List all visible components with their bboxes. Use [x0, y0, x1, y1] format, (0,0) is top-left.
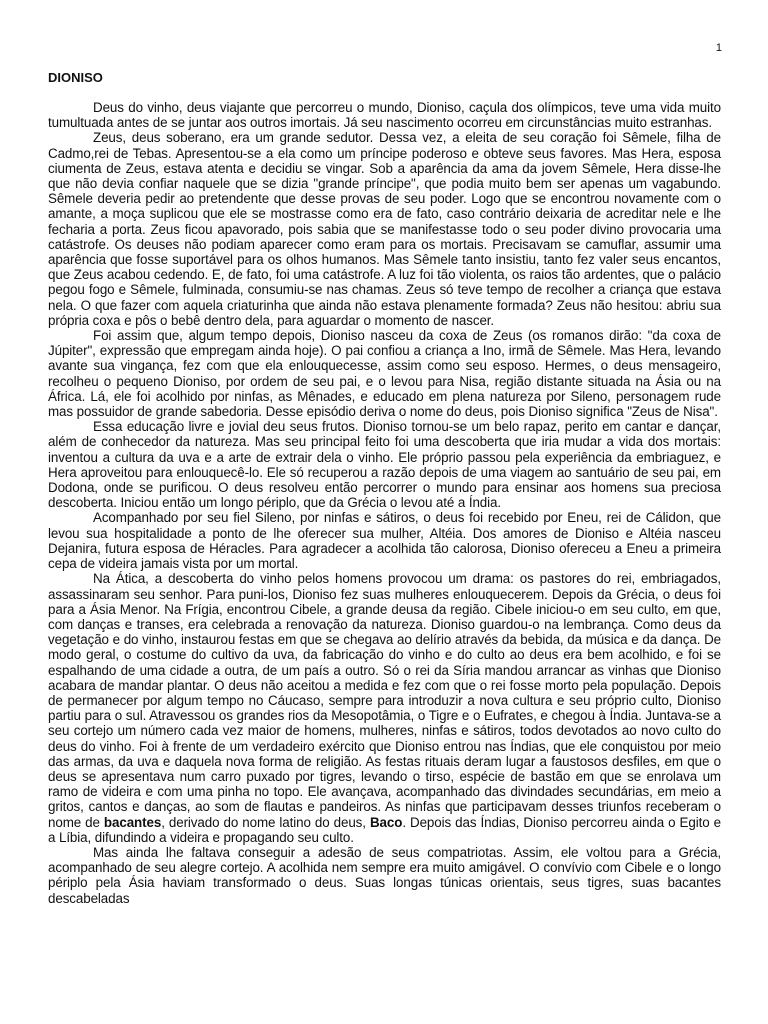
paragraph-education: Essa educação livre e jovial deu seus frutos. Dioniso tornou-se um belo rapaz, perito em cantar e dançar, além de conhecedor da natureza. Mas seu principal feito foi uma descoberta que iria mudar a vida dos mortais: inventou a cultura da uva e a arte de extrair dela o vinho. Ele próprio passou pela experiência da embriaguez, e Hera aproveitou para enlouquecê-lo. Ele só recuperou a razão depois de uma viagem ao santuário de seu pai, em Dodona, onde se purificou. O deus resolveu então percorrer o mundo para ensinar aos homens sua preciosa descoberta. Iniciou então um longo périplo, que da Grécia o levou até a Índia.: [48, 419, 721, 511]
document-title: DIONISO: [48, 70, 103, 85]
paragraph-birth: Foi assim que, algum tempo depois, Dioniso nasceu da coxa de Zeus (os romanos dirão: "da coxa de Júpiter", expressão que empregam ainda hoje). O pai confiou a criança a Ino, irmã de Sêmele. Mas Hera, levando avante sua vingança, fez com que ela enlouquecesse, assim como seu esposo. Hermes, o deus mensageiro, recolheu o pequeno Dioniso, por ordem de seu pai, e o levou para Nisa, região distante situada na Ásia ou na África. Lá, ele foi acolhido por ninfas, as Mênades, e educado em plena natureza por Sileno, personagem rude mas possuidor de grande sabedoria. Desse episódio deriva o nome do deus, pois Dioniso significa "Zeus de Nisa".: [48, 328, 721, 420]
body-text: [48, 100, 721, 906]
page-number: 1: [715, 42, 722, 54]
travels-text-part-3: . Depois das Índias, Dioniso percorreu ainda o Egito e a Líbia, difundindo a videira e propagando seu culto.: [48, 814, 721, 845]
term-bacantes: bacantes: [103, 814, 162, 830]
paragraph-travels: [48, 571, 721, 845]
paragraph-intro: Deus do vinho, deus viajante que percorreu o mundo, Dioniso, caçula dos olímpicos, teve uma vida muito tumultuada antes de se juntar aos outros imortais. Já seu nascimento ocorreu em circunstâncias muito estranhas.: [48, 100, 721, 131]
paragraph-zeus-semele: Zeus, deus soberano, era um grande sedutor. Dessa vez, a eleita de seu coração foi Sêmele, filha de Cadmo,rei de Tebas. Apresentou-se a ela como um príncipe poderoso e obteve seus favores. Mas Hera, esposa ciumenta de Zeus, estava atenta e decidiu se vingar. Sob a aparência da ama da jovem Sêmele, Hera disse-lhe que não devia confiar naquele que se dizia "grande príncipe", que podia muito bem ser apenas um vagabundo. Sêmele deveria pedir ao pretendente que desse provas de seu poder. Logo que se encontrou novamente com o amante, a moça suplicou que ele se mostrasse como era de fato, caso contrário deixaria de acreditar nele e lhe fecharia a porta. Zeus ficou apavorado, pois sabia que se manifestasse todo o seu poder divino provocaria uma catástrofe. Os deuses não podiam aparecer como eram para os mortais. Precisavam se camuflar, assumir uma aparência que fosse suportável para os olhos humanos. Mas Sêmele tanto insistiu, tanto fez valer seus encantos, que Zeus acabou cedendo. E, de fato, foi uma catástrofe. A luz foi tão violenta, os raios tão ardentes, que o palácio pegou fogo e Sêmele, fulminada, consumiu-se nas chamas. Zeus só teve tempo de recolher a criança que estava nela. O que fazer com aquela criaturinha que ainda não estava plenamente formada? Zeus não hesitou: abriu sua própria coxa e pôs o bebê dentro dela, para aguardar o momento de nascer.: [48, 130, 721, 328]
paragraph-eneu: Acompanhado por seu fiel Sileno, por ninfas e sátiros, o deus foi recebido por Eneu, rei de Cálidon, que levou sua hospitalidade a ponto de lhe oferecer sua mulher, Altéia. Dos amores de Dioniso e Altéia nasceu Dejanira, futura esposa de Héracles. Para agradecer a acolhida tão calorosa, Dioniso ofereceu a Eneu a primeira cepa de videira jamais vista por um mortal.: [48, 510, 721, 572]
travels-text-part-1: Na Ática, a descoberta do vinho pelos homens provocou um drama: os pastores do rei, embriagados, assassinaram seu senhor. Para puni-los, Dioniso fez suas mulheres enlouquecerem. Depois da Grécia, o deus foi para a Ásia Menor. Na Frígia, encontrou Cibele, a grande deusa da região. Cibele iniciou-o em seu culto, em que, com danças e transes, era celebrada a renovação da natureza. Dioniso guardou-o na lembrança. Como deus da vegetação e do vinho, instaurou festas em que se chegava ao delírio através da bebida, da música e da dança. De modo geral, o costume do cultivo da uva, da fabricação do vinho e do culto ao deus era bem acolhido, e foi se espalhando de uma cidade a outra, de um país a outro. Só o rei da Síria mandou arrancar as vinhas que Dioniso acabara de mandar plantar. O deus não aceitou a medida e fez com que o rei fosse morto pela população. Depois de permanecer por algum tempo no Cáucaso, sempre para introduzir a nova cultura e seu próprio culto, Dioniso partiu para o sul. Atravessou os grandes rios da Mesopotâmia, o Tigre e o Eufrates, e chegou à Índia. Juntava-se a seu cortejo um número cada vez maior de homens, mulheres, ninfas e sátiros, todos devotados ao novo culto do deus do vinho. Foi à frente de um verdadeiro exército que Dioniso entrou nas Índias, que ele conquistou por meio das armas, da uva e daquela nova forma de religião. As festas rituais deram lugar a faustosos desfiles, em que o deus se apresentava num carro puxado por tigres, levando o tirso, espécie de bastão em que se enrolava um ramo de videira e com uma pinha no topo. Ele avançava, acompanhado das divindades secundárias, em meio a gritos, cantos e danças, ao som de flautas e pandeiros. As ninfas que participavam desses triunfos receberam o nome de: [48, 571, 721, 830]
term-baco: Baco: [369, 814, 403, 830]
paragraph-return-greece: Mas ainda lhe faltava conseguir a adesão de seus compatriotas. Assim, ele voltou para a Grécia, acompanhado de seu alegre cortejo. A acolhida nem sempre era muito amigável. O convívio com Cibele e o longo périplo pela Ásia haviam transformado o deus. Suas longas túnicas orientais, seus tigres, suas bacantes descabeladas: [48, 844, 721, 906]
travels-text-part-2: , derivado do nome latino do deus,: [161, 814, 370, 830]
